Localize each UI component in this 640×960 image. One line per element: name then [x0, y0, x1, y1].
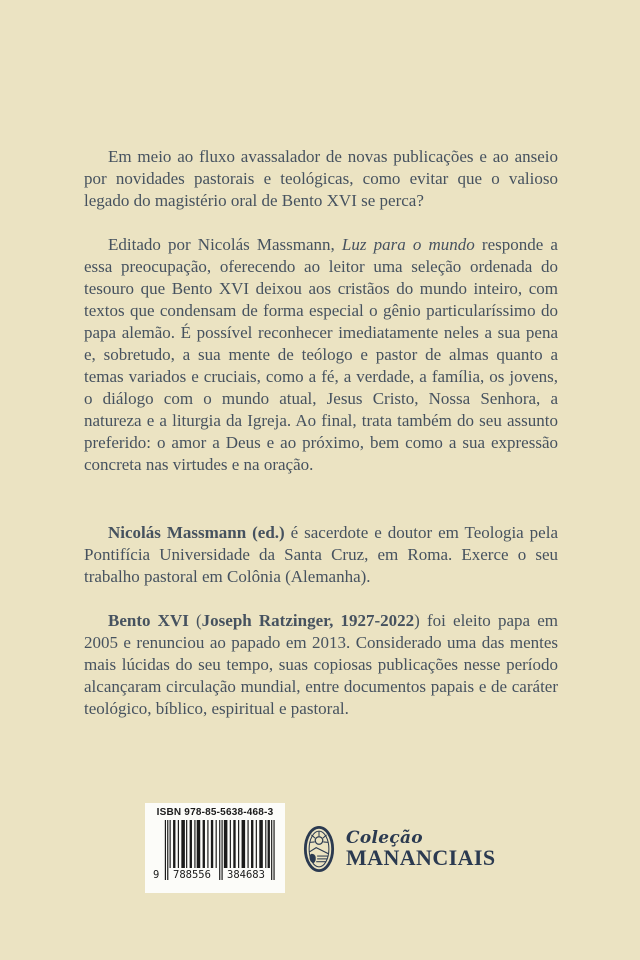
synopsis-paragraph-2-lead: Editado por Nicolás Massmann, — [108, 235, 342, 254]
synopsis-paragraph-1 — [84, 146, 558, 212]
collection-name: MANANCIAIS — [346, 845, 496, 870]
collection-script-word: Coleção — [346, 828, 423, 848]
synopsis-paragraph-1-text: Em meio ao fluxo avassalador de novas publicações e ao anseio por novidades pastorais e teológicas, como evitar que o valioso legado do magistério oral de Bento XVI se perca? — [84, 147, 558, 210]
author-bio-text: ) foi eleito papa em 2005 e renunciou ao papado em 2013. Considerado uma das mentes mais lúcidas do seu tempo, suas copiosas publicações nesse período alcançaram circulação mundial, entre documentos papais e de caráter teológico, bíblico, espiritual e pastoral. — [84, 611, 558, 718]
synopsis-paragraph-2 — [84, 234, 558, 476]
synopsis-paragraph-2-rest: responde a essa preocupação, oferecendo ao leitor uma seleção ordenada do tesouro que Bento XVI deixou aos cristãos do mundo inteiro, com textos que condensam de forma especial o gênio particularíssimo do papa alemão. É possível reconhecer imediatamente neles a sua pena e, sobretudo, a sua mente de teólogo e pastor de almas quanto a temas variados e cruciais, como a fé, a verdade, a família, os jovens, o diálogo com o mundo atual, Jesus Cristo, Nossa Senhora, a natureza e a liturgia da Igreja. Ao final, trata também do seu assunto preferido: o amor a Deus e ao próximo, bem como a sua expressão concreta nas virtudes e na oração. — [84, 235, 558, 474]
isbn-number: ISBN 978-85-5638-468-3 — [156, 807, 274, 818]
editor-name: Nicolás Massmann (ed.) — [108, 523, 285, 542]
editor-bio — [84, 522, 558, 588]
author-paren: ( — [188, 611, 202, 630]
publisher-logo-text — [346, 829, 495, 869]
barcode-digits — [153, 868, 277, 881]
barcode-bars — [153, 820, 277, 880]
book-title-italic: Luz para o mundo — [341, 235, 475, 254]
barcode-digit-lead: 9 — [153, 869, 160, 881]
publisher-logo — [303, 824, 495, 874]
barcode-digit-group2: 384683 — [227, 869, 265, 881]
editor-bio-text: é sacerdote e doutor em Teologia pela Pontifícia Universidade da Santa Cruz, em Roma. Exerce o seu trabalho pastoral em Colônia (Alemanha). — [84, 523, 558, 586]
author-name: Bento XVI — [108, 611, 189, 630]
barcode-digit-group1: 788556 — [173, 869, 211, 881]
back-cover-text — [84, 146, 558, 742]
author-alt-name: Joseph Ratzinger, 1927-2022 — [201, 611, 415, 630]
isbn-barcode — [145, 803, 285, 893]
mananciais-emblem-icon — [303, 824, 335, 874]
author-bio — [84, 610, 558, 720]
